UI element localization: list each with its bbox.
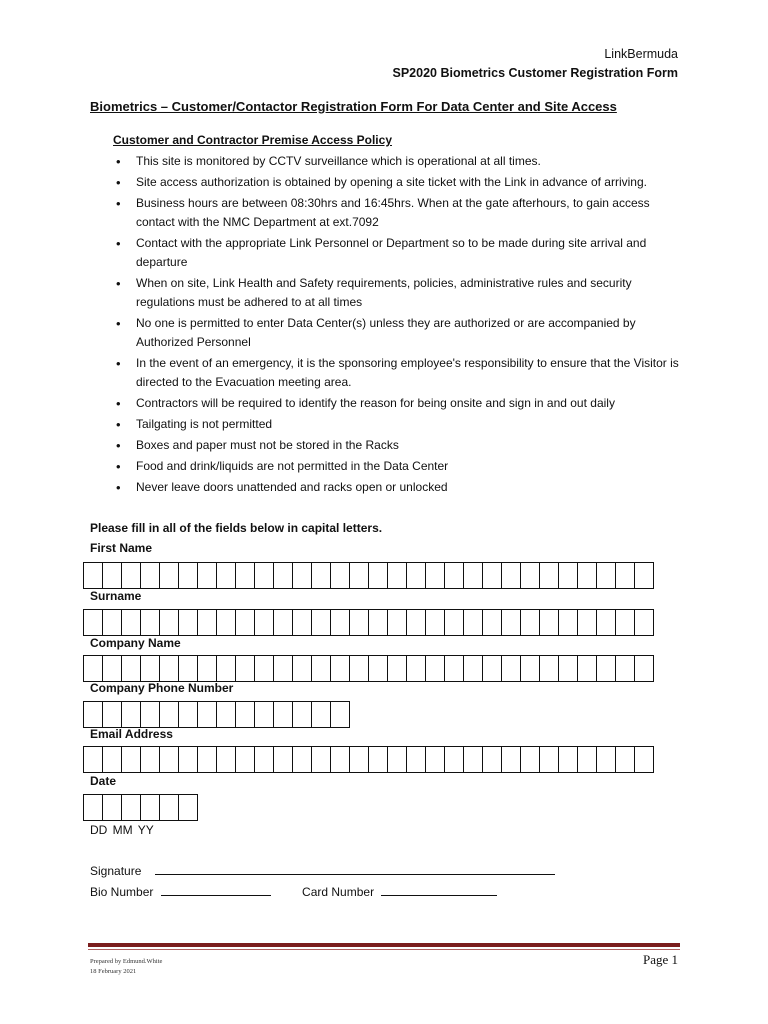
character-box[interactable] [274, 747, 293, 772]
character-box[interactable] [103, 656, 122, 681]
character-box[interactable] [578, 656, 597, 681]
character-box[interactable] [578, 610, 597, 635]
character-box[interactable] [445, 747, 464, 772]
character-box[interactable] [464, 563, 483, 588]
character-box[interactable] [274, 563, 293, 588]
character-box[interactable] [426, 610, 445, 635]
company-phone-boxes[interactable] [83, 701, 350, 728]
character-box[interactable] [350, 747, 369, 772]
surname-label: Surname [90, 589, 142, 603]
footer-rule [88, 943, 680, 947]
character-box[interactable] [426, 747, 445, 772]
card-number-line[interactable] [381, 884, 497, 896]
character-box[interactable] [312, 747, 331, 772]
character-box[interactable] [141, 702, 160, 727]
character-box[interactable] [369, 563, 388, 588]
character-box[interactable] [179, 702, 198, 727]
character-box[interactable] [122, 610, 141, 635]
character-box[interactable] [84, 747, 103, 772]
character-box[interactable] [312, 610, 331, 635]
character-box[interactable] [103, 563, 122, 588]
bio-number-label: Bio Number [90, 885, 154, 899]
company-name-label: Company Name [90, 636, 181, 650]
character-box[interactable] [388, 563, 407, 588]
character-box[interactable] [217, 656, 236, 681]
character-box[interactable] [559, 563, 578, 588]
character-box[interactable] [274, 702, 293, 727]
form-code: SP2020 Biometrics Customer Registration Form [392, 66, 678, 80]
policy-item: • No one is permitted to enter Data Center(s) unless they are authorized or are accompanied by Authorized Personnel [113, 314, 688, 352]
character-box[interactable] [122, 656, 141, 681]
character-box[interactable] [407, 563, 426, 588]
character-box[interactable] [502, 610, 521, 635]
character-box[interactable] [141, 795, 160, 820]
character-box[interactable] [160, 702, 179, 727]
character-box[interactable] [293, 747, 312, 772]
character-box[interactable] [236, 656, 255, 681]
character-box[interactable] [483, 563, 502, 588]
character-box[interactable] [521, 610, 540, 635]
character-box[interactable] [198, 563, 217, 588]
character-box[interactable] [483, 610, 502, 635]
character-box[interactable] [445, 563, 464, 588]
character-box[interactable] [141, 747, 160, 772]
character-box[interactable] [312, 563, 331, 588]
footer-rule-thin [88, 949, 680, 950]
character-box[interactable] [616, 656, 635, 681]
character-box[interactable] [559, 610, 578, 635]
card-number-label: Card Number [302, 885, 375, 899]
character-box[interactable] [255, 563, 274, 588]
character-box[interactable] [388, 747, 407, 772]
character-box[interactable] [540, 656, 559, 681]
character-box[interactable] [331, 656, 350, 681]
character-box[interactable] [255, 747, 274, 772]
character-box[interactable] [122, 702, 141, 727]
character-box[interactable] [236, 702, 255, 727]
policy-item: • Never leave doors unattended and racks open or unlocked [113, 478, 688, 497]
company-phone-label: Company Phone Number [90, 681, 234, 695]
character-box[interactable] [388, 656, 407, 681]
character-box[interactable] [369, 656, 388, 681]
policy-item: • Site access authorization is obtained by opening a site ticket with the Link in advance of arriving. [113, 173, 688, 192]
character-box[interactable] [597, 610, 616, 635]
character-box[interactable] [407, 610, 426, 635]
policy-item: • Business hours are between 08:30hrs and 16:45hrs. When at the gate afterhours, to gain access contact with the NMC Department at ext.7092 [113, 194, 688, 232]
character-box[interactable] [179, 563, 198, 588]
character-box[interactable] [274, 610, 293, 635]
first-name-label: First Name [90, 541, 153, 555]
character-box[interactable] [84, 610, 103, 635]
character-box[interactable] [331, 610, 350, 635]
character-box[interactable] [540, 747, 559, 772]
character-box[interactable] [426, 563, 445, 588]
page-title: Biometrics – Customer/Contactor Registration Form For Data Center and Site Access [90, 99, 617, 114]
policy-list [113, 152, 688, 499]
character-box[interactable] [521, 563, 540, 588]
email-label: Email Address [90, 727, 173, 741]
character-box[interactable] [122, 795, 141, 820]
character-box[interactable] [141, 563, 160, 588]
character-box[interactable] [540, 610, 559, 635]
character-box[interactable] [635, 656, 654, 681]
character-box[interactable] [464, 656, 483, 681]
character-box[interactable] [635, 610, 654, 635]
character-box[interactable] [597, 747, 616, 772]
character-box[interactable] [122, 747, 141, 772]
character-box[interactable] [255, 656, 274, 681]
character-box[interactable] [464, 747, 483, 772]
character-box[interactable] [217, 563, 236, 588]
policy-heading: Customer and Contractor Premise Access Policy [113, 133, 392, 147]
character-box[interactable] [426, 656, 445, 681]
character-box[interactable] [160, 656, 179, 681]
character-box[interactable] [388, 610, 407, 635]
character-box[interactable] [312, 656, 331, 681]
character-box[interactable] [160, 795, 179, 820]
character-box[interactable] [236, 610, 255, 635]
character-box[interactable] [103, 747, 122, 772]
prepared-by: Prepared by Edmund.White [90, 958, 163, 965]
footer-meta [90, 957, 162, 977]
character-box[interactable] [502, 747, 521, 772]
character-box[interactable] [331, 563, 350, 588]
character-box[interactable] [521, 747, 540, 772]
first-name-boxes[interactable] [83, 562, 654, 589]
character-box[interactable] [540, 563, 559, 588]
character-box[interactable] [217, 702, 236, 727]
character-box[interactable] [236, 563, 255, 588]
character-box[interactable] [635, 747, 654, 772]
character-box[interactable] [103, 702, 122, 727]
character-box[interactable] [84, 563, 103, 588]
footer-date: 18 February 2021 [90, 968, 137, 975]
character-box[interactable] [179, 747, 198, 772]
character-box[interactable] [198, 656, 217, 681]
character-box[interactable] [578, 747, 597, 772]
policy-item: • When on site, Link Health and Safety requirements, policies, administrative rules and security regulations must be adhered to at all times [113, 274, 688, 312]
character-box[interactable] [274, 656, 293, 681]
policy-item: • Tailgating is not permitted [113, 415, 688, 434]
date-boxes[interactable] [83, 794, 198, 821]
character-box[interactable] [331, 702, 350, 727]
signature-row [90, 863, 555, 878]
character-box[interactable] [160, 610, 179, 635]
bio-number-line[interactable] [161, 884, 271, 896]
policy-item: • Contact with the appropriate Link Personnel or Department so to be made during site arrival and departure [113, 234, 688, 272]
company-name-boxes[interactable] [83, 655, 654, 682]
character-box[interactable] [293, 563, 312, 588]
character-box[interactable] [293, 610, 312, 635]
character-box[interactable] [521, 656, 540, 681]
character-box[interactable] [141, 610, 160, 635]
character-box[interactable] [578, 563, 597, 588]
character-box[interactable] [350, 610, 369, 635]
character-box[interactable] [198, 702, 217, 727]
character-box[interactable] [407, 747, 426, 772]
character-box[interactable] [350, 656, 369, 681]
character-box[interactable] [350, 563, 369, 588]
character-box[interactable] [84, 702, 103, 727]
character-box[interactable] [369, 610, 388, 635]
character-box[interactable] [559, 747, 578, 772]
character-box[interactable] [559, 656, 578, 681]
signature-line[interactable] [155, 863, 555, 875]
policy-item: • Boxes and paper must not be stored in the Racks [113, 436, 688, 455]
character-box[interactable] [198, 747, 217, 772]
policy-item: • In the event of an emergency, it is the sponsoring employee's responsibility to ensure that the Visitor is directed to the Evacuation meeting area. [113, 354, 688, 392]
character-box[interactable] [217, 610, 236, 635]
character-box[interactable] [236, 747, 255, 772]
character-box[interactable] [445, 610, 464, 635]
character-box[interactable] [483, 747, 502, 772]
character-box[interactable] [103, 795, 122, 820]
character-box[interactable] [464, 610, 483, 635]
surname-boxes[interactable] [83, 609, 654, 636]
character-box[interactable] [103, 610, 122, 635]
character-box[interactable] [616, 563, 635, 588]
policy-item: • This site is monitored by CCTV surveillance which is operational at all times. [113, 152, 688, 171]
character-box[interactable] [84, 656, 103, 681]
character-box[interactable] [179, 795, 198, 820]
character-box[interactable] [122, 563, 141, 588]
character-box[interactable] [312, 702, 331, 727]
character-box[interactable] [293, 656, 312, 681]
character-box[interactable] [445, 656, 464, 681]
character-box[interactable] [160, 563, 179, 588]
character-box[interactable] [160, 747, 179, 772]
character-box[interactable] [198, 610, 217, 635]
character-box[interactable] [635, 563, 654, 588]
character-box[interactable] [369, 747, 388, 772]
email-boxes[interactable] [83, 746, 654, 773]
character-box[interactable] [616, 747, 635, 772]
character-box[interactable] [293, 702, 312, 727]
character-box[interactable] [217, 747, 236, 772]
policy-item: • Food and drink/liquids are not permitted in the Data Center [113, 457, 688, 476]
character-box[interactable] [331, 747, 350, 772]
character-box[interactable] [84, 795, 103, 820]
date-label: Date [90, 774, 117, 788]
character-box[interactable] [141, 656, 160, 681]
company-name: LinkBermuda [604, 47, 678, 61]
character-box[interactable] [502, 563, 521, 588]
character-box[interactable] [407, 656, 426, 681]
page-number: Page 1 [642, 952, 678, 967]
form-instructions: Please fill in all of the fields below in capital letters. [90, 521, 383, 535]
character-box[interactable] [179, 656, 198, 681]
character-box[interactable] [616, 610, 635, 635]
character-box[interactable] [597, 563, 616, 588]
signature-label: Signature [90, 864, 142, 878]
character-box[interactable] [255, 610, 274, 635]
document-header [393, 45, 679, 83]
bio-card-row [90, 884, 497, 899]
date-format-hint: DD MM YY [90, 823, 154, 837]
character-box[interactable] [255, 702, 274, 727]
character-box[interactable] [502, 656, 521, 681]
character-box[interactable] [483, 656, 502, 681]
character-box[interactable] [597, 656, 616, 681]
policy-item: • Contractors will be required to identify the reason for being onsite and sign in and out daily [113, 394, 688, 413]
character-box[interactable] [179, 610, 198, 635]
